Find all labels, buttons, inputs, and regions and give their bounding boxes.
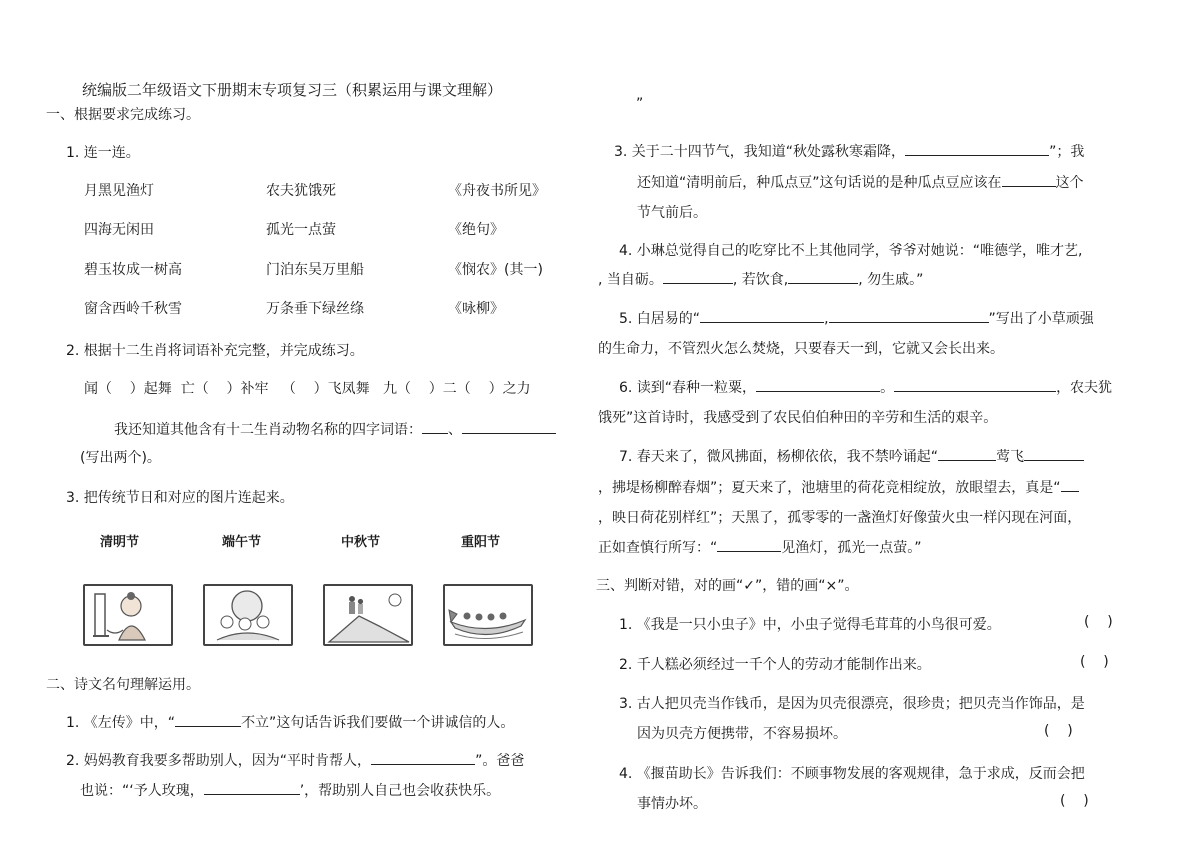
match-col3-item: 《咏柳》 <box>448 301 504 317</box>
r-q7-text: ，映日荷花别样红”；天黑了，孤零零的一盏渔灯好像萤火虫一样闪现在河面， <box>598 510 1082 526</box>
r-q7-text: 7. 春天来了，微风拂面，杨柳依依，我不禁吟诵起“ <box>619 449 939 465</box>
s2-q1-text: 不立”这句话告诉我们要做一个讲诚信的人。 <box>241 715 515 731</box>
match-col2-item: 农夫犹饿死 <box>266 183 336 199</box>
r-q3-text: 节气前后。 <box>637 205 707 221</box>
festival-label: 重阳节 <box>461 535 501 550</box>
match-col1-item: 月黑见渔灯 <box>84 183 154 199</box>
r-q5-text: 5. 白居易的“ <box>619 311 701 327</box>
answer-parentheses[interactable]: ( ) <box>1044 723 1073 739</box>
q3-label: 3. 把传统节日和对应的图片连起来。 <box>66 490 294 506</box>
section2-heading: 二、诗文名句理解运用。 <box>46 677 200 693</box>
r-q5-text: 的生命力，不管烈火怎么焚烧，只要春天一到，它就又会长出来。 <box>598 341 1004 357</box>
s2-q2-text: 也说：“‘予人玫瑰， <box>80 783 204 799</box>
answer-blank[interactable] <box>894 377 1056 392</box>
answer-blank[interactable] <box>462 419 556 434</box>
moon-family-icon[interactable] <box>203 584 293 646</box>
page-title: 统编版二年级语文下册期末专项复习三（积累运用与课文理解） <box>82 81 503 99</box>
r-q6-text: ，农夫犹 <box>1056 380 1113 396</box>
r-q4-text: 4. 小琳总觉得自己的吃穿比不上其他同学，爷爷对她说：“唯德学，唯才艺, <box>619 243 1083 259</box>
match-col1-item: 窗含西岭千秋雪 <box>84 301 182 317</box>
answer-blank[interactable] <box>663 269 733 284</box>
answer-blank[interactable] <box>756 377 880 392</box>
answer-blank[interactable] <box>829 308 989 323</box>
separator: 、 <box>448 422 462 438</box>
r-q7-text: ，拂堤杨柳醉春烟”；夏天来了，池塘里的荷花竞相绽放，放眼望去，真是“ <box>598 480 1061 496</box>
r-q3-text: ”；我 <box>1049 144 1085 160</box>
r-q5-text: , <box>824 311 829 327</box>
r-q6-text: 饿死”这首诗时，我感受到了农民伯伯种田的辛劳和生活的艰辛。 <box>598 410 998 426</box>
judge-item: 3. 古人把贝壳当作钱币，是因为贝壳很漂亮，很珍贵；把贝壳当作饰品，是 <box>619 696 1085 712</box>
r-q7-text: 见渔灯，孤光一点萤。” <box>781 540 922 556</box>
answer-blank[interactable] <box>938 446 996 461</box>
r-q7-text: 莺飞 <box>996 449 1025 465</box>
match-col3-item: 《悯农》(其一) <box>448 262 543 278</box>
section3-heading: 三、判断对错，对的画“✓”，错的画“×”。 <box>596 578 859 594</box>
r-q4-text: , 当自砺。 <box>598 272 663 288</box>
judge-item: 事情办坏。 <box>637 796 707 812</box>
r-q3-text: 3. 关于二十四节气，我知道“秋处露秋寒霜降， <box>614 144 906 160</box>
r-q6-text: 。 <box>880 380 895 396</box>
q2-extra-prompt: 我还知道其他含有十二生肖动物名称的四字词语： <box>114 422 422 438</box>
answer-blank[interactable] <box>175 712 241 727</box>
match-col2-item: 门泊东吴万里船 <box>266 262 364 278</box>
answer-blank[interactable] <box>204 780 300 795</box>
climbing-mountain-icon[interactable] <box>323 584 413 646</box>
r-q3-text: 还知道“清明前后，种瓜点豆”这句话说的是种瓜点豆应该在 <box>637 175 1002 191</box>
judge-item: 4. 《揠苗助长》告诉我们：不顾事物发展的客观规律，急于求成，反而会把 <box>619 766 1085 782</box>
q2-zodiac-idioms: 闻（ ）起舞 亡（ ）补牢 （ ）飞凤舞 九（ ）二（ ）之力 <box>84 381 531 397</box>
judge-item: 因为贝壳方便携带，不容易损坏。 <box>637 726 847 742</box>
r-q3-text: 这个 <box>1055 175 1084 191</box>
q1-label: 1. 连一连。 <box>66 145 140 161</box>
s2-q1-text: 1. 《左传》中，“ <box>66 715 176 731</box>
section1-heading: 一、根据要求完成练习。 <box>46 107 200 123</box>
answer-blank[interactable] <box>1061 477 1079 492</box>
s2-q2-text: 2. 妈妈教育我要多帮助别人，因为“平时肯帮人， <box>66 753 372 769</box>
q2-label: 2. 根据十二生肖将词语补充完整，并完成练习。 <box>66 343 364 359</box>
q2-extra-note: (写出两个)。 <box>80 450 161 466</box>
r-q6-text: 6. 读到“春种一粒粟， <box>619 380 757 396</box>
match-col1-item: 碧玉妆成一树高 <box>84 262 182 278</box>
answer-blank[interactable] <box>905 141 1049 156</box>
judge-item: 2. 千人糕必须经过一千个人的劳动才能制作出来。 <box>619 657 931 673</box>
answer-parentheses[interactable]: ( ) <box>1080 654 1109 670</box>
girl-with-lantern-icon[interactable] <box>83 584 173 646</box>
closing-quote: ” <box>636 96 644 112</box>
answer-blank[interactable] <box>1002 172 1056 187</box>
answer-blank[interactable] <box>371 750 475 765</box>
judge-item: 1. 《我是一只小虫子》中，小虫子觉得毛茸茸的小鸟很可爱。 <box>619 617 1001 633</box>
match-col3-item: 《舟夜书所见》 <box>448 183 546 199</box>
match-col2-item: 万条垂下绿丝绦 <box>266 301 364 317</box>
answer-parentheses[interactable]: ( ) <box>1060 793 1089 809</box>
match-col1-item: 四海无闲田 <box>84 222 154 238</box>
match-col3-item: 《绝句》 <box>448 222 504 238</box>
festival-label: 清明节 <box>100 535 140 550</box>
s2-q2-text: ’，帮助别人自己也会收获快乐。 <box>299 783 501 799</box>
r-q5-text: ”写出了小草顽强 <box>988 311 1094 327</box>
festival-label: 端午节 <box>222 535 262 550</box>
s2-q2-text: ”。爸爸 <box>475 753 525 769</box>
answer-blank[interactable] <box>422 419 448 434</box>
festival-label: 中秋节 <box>341 535 381 550</box>
answer-blank[interactable] <box>700 308 824 323</box>
r-q4-text: , 若饮食, <box>732 272 789 288</box>
dragon-boat-icon[interactable] <box>443 584 533 646</box>
answer-parentheses[interactable]: ( ) <box>1084 614 1113 630</box>
r-q4-text: , 勿生戚。” <box>858 272 924 288</box>
match-col2-item: 孤光一点萤 <box>266 222 336 238</box>
answer-blank[interactable] <box>1024 446 1084 461</box>
answer-blank[interactable] <box>717 537 781 552</box>
r-q7-text: 正如查慎行所写：“ <box>598 540 718 556</box>
answer-blank[interactable] <box>788 269 858 284</box>
